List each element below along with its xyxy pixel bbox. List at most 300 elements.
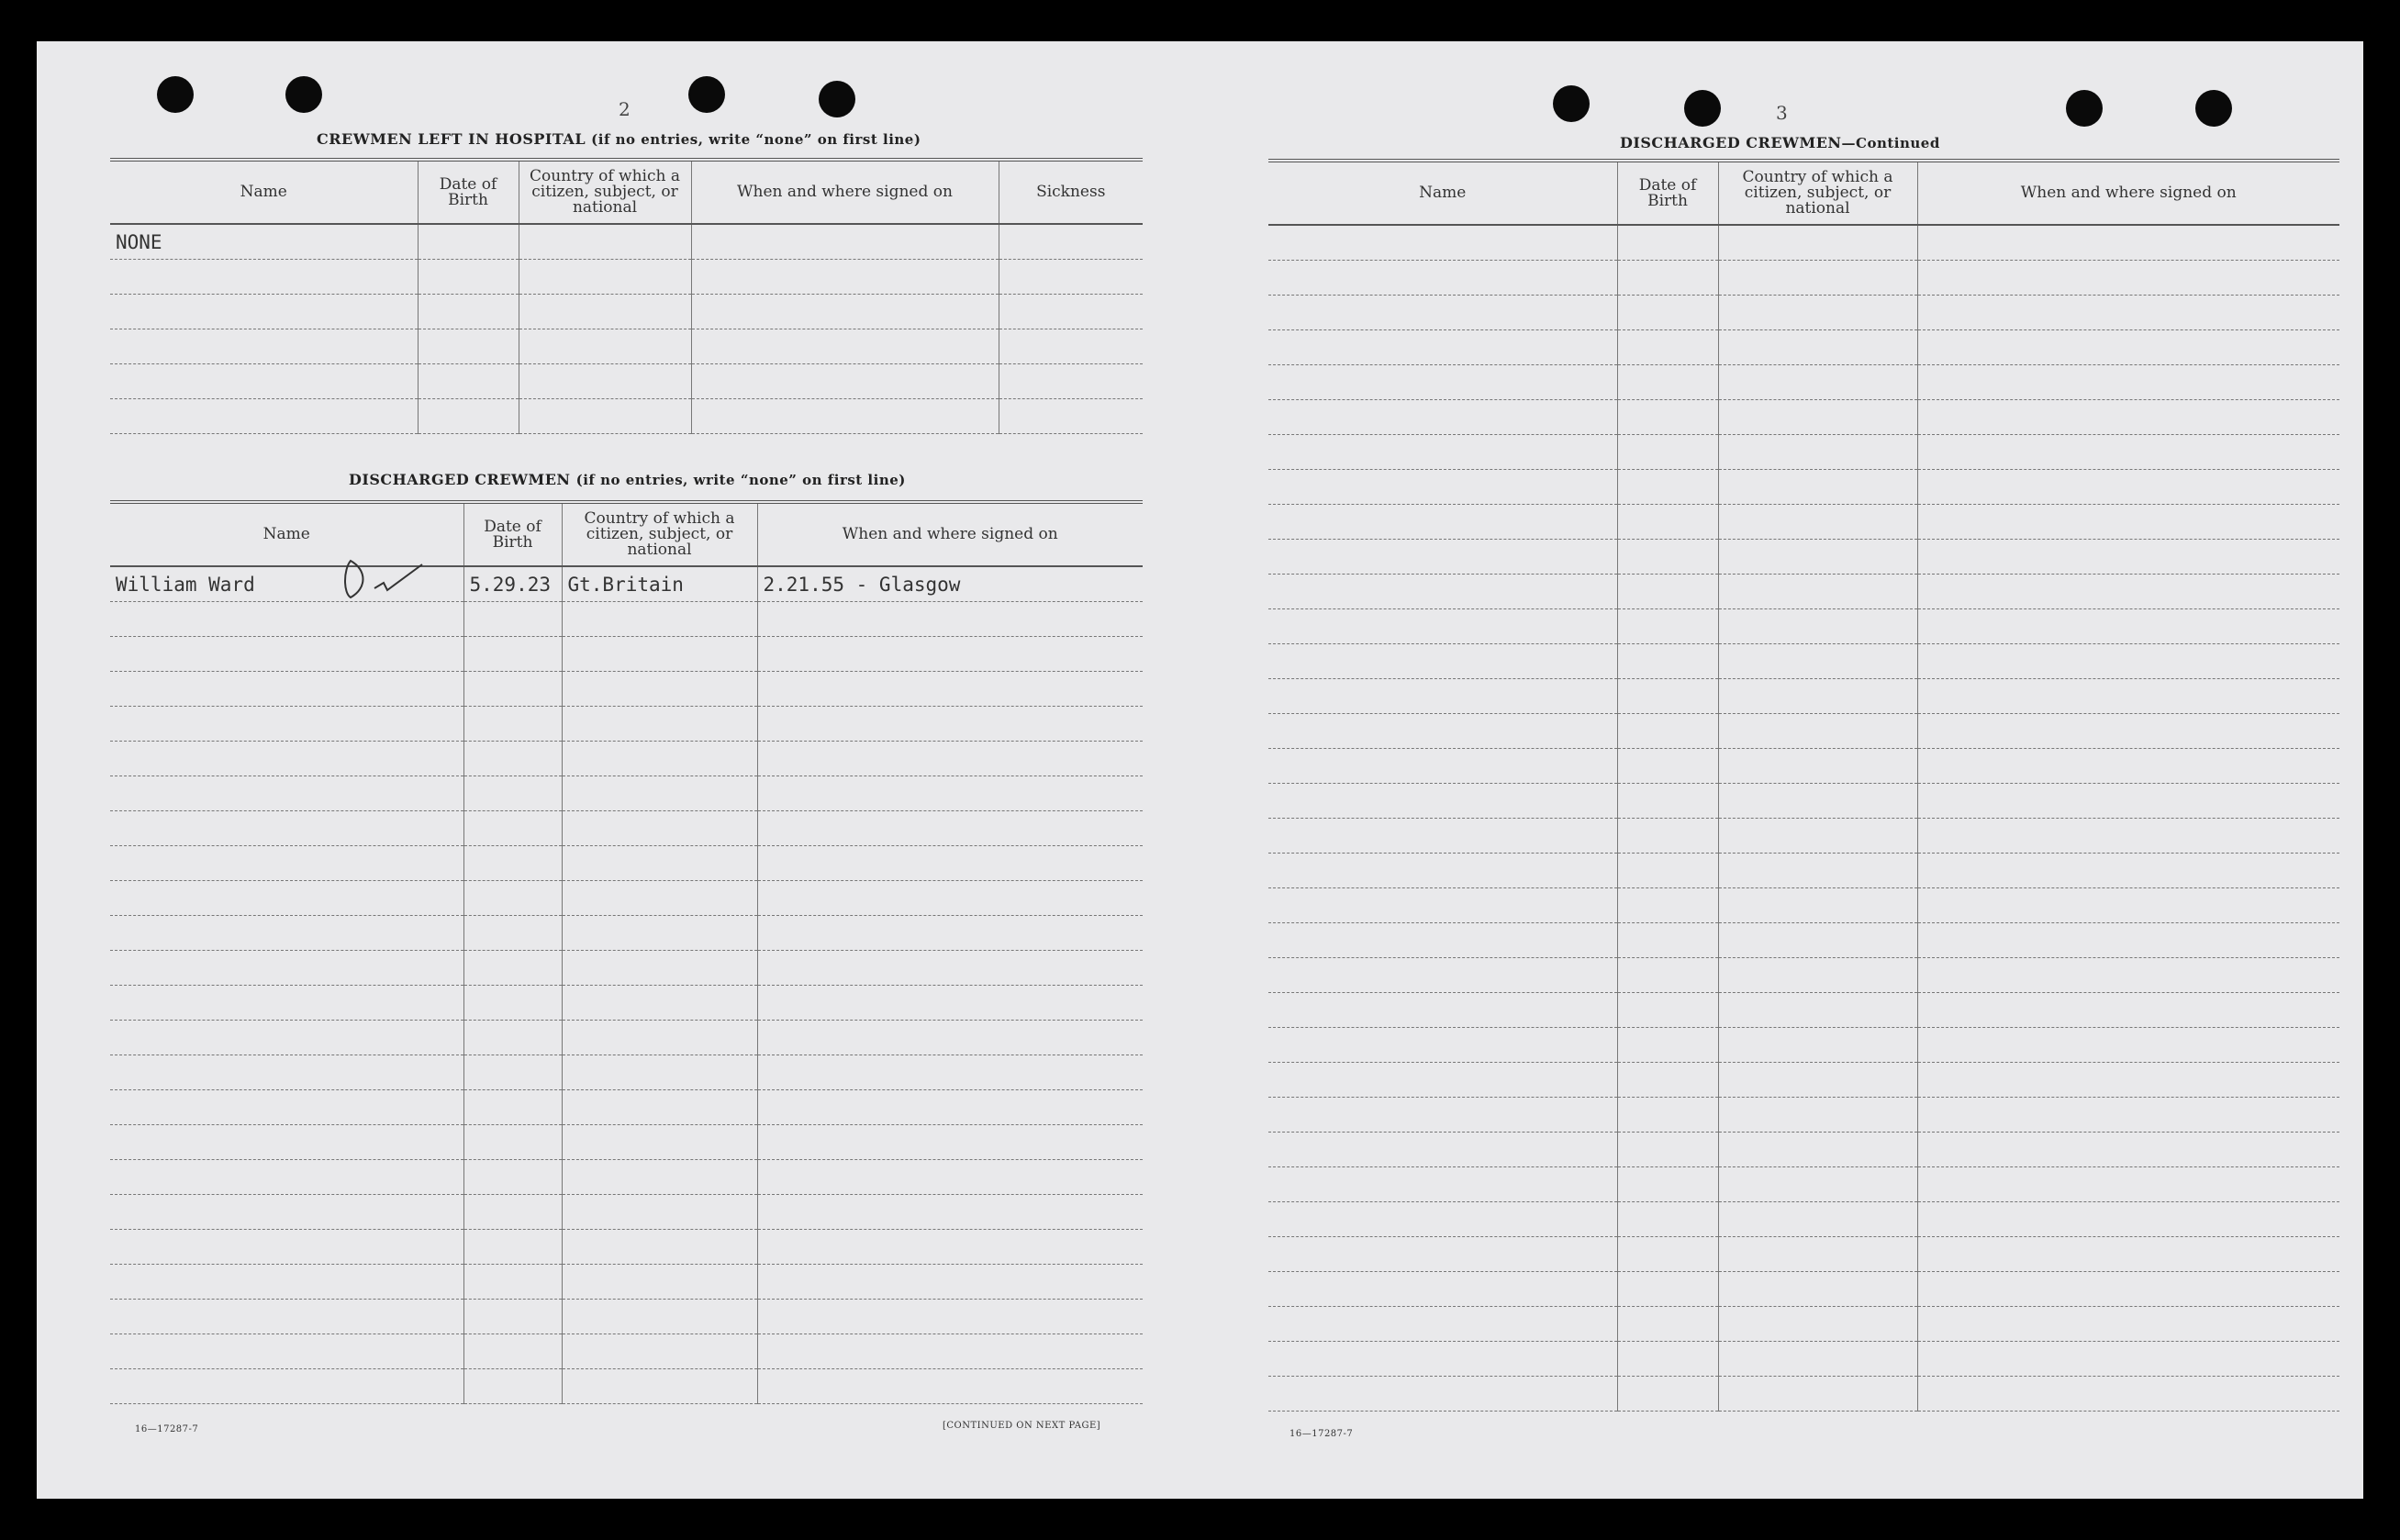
table-cell bbox=[110, 1125, 463, 1160]
table-cell bbox=[757, 1195, 1143, 1230]
table-cell bbox=[110, 672, 463, 707]
table-row bbox=[1268, 854, 2339, 888]
table-cell bbox=[1268, 784, 1617, 819]
table-row bbox=[110, 1369, 1143, 1404]
table-cell bbox=[1617, 1202, 1718, 1237]
table-cell bbox=[1718, 1063, 1917, 1098]
table-row bbox=[1268, 923, 2339, 958]
table-cell bbox=[418, 329, 519, 364]
table-cell: Gt.Britain bbox=[562, 566, 757, 602]
table-row bbox=[110, 986, 1143, 1021]
table-cell bbox=[691, 364, 999, 399]
table-cell bbox=[1617, 1342, 1718, 1377]
table-cell bbox=[1617, 435, 1718, 470]
hospital-title-text: CREWMEN LEFT IN HOSPITAL bbox=[317, 130, 586, 148]
table-row bbox=[110, 951, 1143, 986]
table-cell bbox=[1617, 575, 1718, 609]
column-header: Date of Birth bbox=[1617, 161, 1718, 225]
table-cell bbox=[1268, 1342, 1617, 1377]
table-cell bbox=[519, 260, 691, 295]
table-row bbox=[1268, 261, 2339, 296]
table-row bbox=[110, 707, 1143, 742]
continued-table bbox=[1268, 159, 2339, 1412]
table-cell bbox=[463, 951, 562, 986]
table-cell bbox=[1917, 854, 2339, 888]
discharged-header-row bbox=[110, 502, 1143, 566]
table-cell bbox=[110, 329, 418, 364]
table-cell bbox=[757, 951, 1143, 986]
table-cell bbox=[999, 295, 1143, 329]
table-cell bbox=[1617, 958, 1718, 993]
table-cell bbox=[110, 295, 418, 329]
table-cell bbox=[1718, 1098, 1917, 1133]
table-cell bbox=[1718, 225, 1917, 261]
table-cell bbox=[110, 602, 463, 637]
table-cell bbox=[1617, 679, 1718, 714]
column-header: Country of which a citizen, subject, or national bbox=[519, 160, 691, 224]
hospital-section-title bbox=[317, 130, 921, 148]
table-row bbox=[1268, 365, 2339, 400]
table-row bbox=[1268, 749, 2339, 784]
form-sheet bbox=[37, 41, 2363, 1499]
table-cell bbox=[1718, 1342, 1917, 1377]
table-cell bbox=[1617, 1133, 1718, 1167]
table-cell bbox=[110, 951, 463, 986]
continued-note: [CONTINUED ON NEXT PAGE] bbox=[943, 1421, 1101, 1431]
table-cell bbox=[1617, 714, 1718, 749]
table-cell bbox=[1718, 575, 1917, 609]
punch-hole bbox=[285, 76, 322, 113]
table-cell bbox=[110, 1195, 463, 1230]
table-cell bbox=[1718, 540, 1917, 575]
table-cell bbox=[562, 881, 757, 916]
table-row bbox=[1268, 575, 2339, 609]
punch-hole bbox=[2195, 90, 2232, 127]
table-cell bbox=[562, 1369, 757, 1404]
table-row bbox=[110, 329, 1143, 364]
continued-header-row bbox=[1268, 161, 2339, 225]
table-cell bbox=[1268, 1028, 1617, 1063]
punch-hole bbox=[2066, 90, 2103, 127]
table-row bbox=[110, 1160, 1143, 1195]
table-cell bbox=[562, 1265, 757, 1300]
table-cell bbox=[1917, 1098, 2339, 1133]
table-cell bbox=[1617, 1028, 1718, 1063]
table-cell bbox=[110, 916, 463, 951]
table-cell bbox=[1268, 261, 1617, 296]
table-cell bbox=[1917, 435, 2339, 470]
table-row bbox=[110, 1195, 1143, 1230]
table-cell bbox=[1718, 261, 1917, 296]
table-cell bbox=[562, 742, 757, 776]
table-cell bbox=[1617, 1098, 1718, 1133]
table-cell bbox=[418, 260, 519, 295]
table-row bbox=[110, 566, 1143, 602]
table-cell bbox=[1917, 575, 2339, 609]
table-cell bbox=[757, 1125, 1143, 1160]
table-cell bbox=[1268, 819, 1617, 854]
table-cell bbox=[1617, 365, 1718, 400]
table-row bbox=[1268, 1098, 2339, 1133]
table-cell bbox=[562, 986, 757, 1021]
table-cell bbox=[463, 986, 562, 1021]
table-row bbox=[110, 1021, 1143, 1055]
page-number: 2 bbox=[619, 98, 631, 120]
table-cell bbox=[562, 951, 757, 986]
table-cell bbox=[1718, 1167, 1917, 1202]
table-row bbox=[1268, 888, 2339, 923]
table-cell bbox=[1617, 609, 1718, 644]
table-cell bbox=[1718, 888, 1917, 923]
table-row bbox=[110, 846, 1143, 881]
punch-hole bbox=[157, 76, 194, 113]
table-cell bbox=[757, 916, 1143, 951]
table-cell bbox=[1268, 296, 1617, 330]
table-cell bbox=[1617, 644, 1718, 679]
table-row bbox=[110, 1300, 1143, 1334]
table-cell bbox=[110, 1265, 463, 1300]
column-header: Name bbox=[110, 160, 418, 224]
table-cell bbox=[1268, 1237, 1617, 1272]
table-cell: 2.21.55 - Glasgow bbox=[757, 566, 1143, 602]
table-row bbox=[1268, 784, 2339, 819]
table-cell bbox=[691, 329, 999, 364]
table-cell bbox=[1268, 888, 1617, 923]
table-cell bbox=[463, 1230, 562, 1265]
continued-table-body bbox=[1268, 225, 2339, 1412]
table-cell bbox=[562, 1160, 757, 1195]
table-cell bbox=[691, 224, 999, 260]
table-cell bbox=[110, 986, 463, 1021]
table-cell bbox=[1268, 679, 1617, 714]
table-cell bbox=[562, 1300, 757, 1334]
table-cell bbox=[757, 1300, 1143, 1334]
table-cell bbox=[110, 1230, 463, 1265]
table-cell bbox=[463, 1369, 562, 1404]
table-cell bbox=[1617, 261, 1718, 296]
table-cell bbox=[1268, 958, 1617, 993]
column-header: Name bbox=[1268, 161, 1617, 225]
discharged-instruction: (if no entries, write “none” on first line) bbox=[575, 472, 906, 488]
table-cell bbox=[463, 881, 562, 916]
table-row bbox=[1268, 1342, 2339, 1377]
table-cell bbox=[562, 1021, 757, 1055]
table-cell bbox=[1718, 470, 1917, 505]
table-cell bbox=[1917, 679, 2339, 714]
table-cell bbox=[1917, 1167, 2339, 1202]
column-header: Sickness bbox=[999, 160, 1143, 224]
table-cell bbox=[1268, 575, 1617, 609]
table-cell bbox=[1917, 470, 2339, 505]
table-cell bbox=[519, 329, 691, 364]
table-cell bbox=[1718, 330, 1917, 365]
table-row bbox=[110, 399, 1143, 434]
table-row bbox=[1268, 993, 2339, 1028]
table-cell bbox=[1617, 993, 1718, 1028]
table-cell bbox=[110, 1160, 463, 1195]
table-cell bbox=[1268, 1167, 1617, 1202]
punch-hole bbox=[1684, 90, 1721, 127]
table-cell bbox=[463, 672, 562, 707]
table-cell bbox=[562, 1334, 757, 1369]
table-cell bbox=[1617, 1063, 1718, 1098]
column-header: Date of Birth bbox=[463, 502, 562, 566]
table-row bbox=[110, 1125, 1143, 1160]
table-cell bbox=[1617, 1307, 1718, 1342]
form-number: 16—17287-7 bbox=[135, 1424, 199, 1434]
table-cell bbox=[463, 1021, 562, 1055]
table-cell bbox=[562, 1230, 757, 1265]
table-row bbox=[1268, 679, 2339, 714]
table-cell bbox=[110, 707, 463, 742]
table-cell bbox=[1917, 784, 2339, 819]
table-cell bbox=[757, 811, 1143, 846]
table-cell bbox=[1718, 854, 1917, 888]
table-row bbox=[1268, 225, 2339, 261]
hospital-table-body bbox=[110, 224, 1143, 434]
table-cell bbox=[110, 1090, 463, 1125]
table-cell bbox=[562, 846, 757, 881]
table-cell bbox=[1268, 1202, 1617, 1237]
table-cell bbox=[1268, 609, 1617, 644]
table-cell bbox=[1718, 400, 1917, 435]
table-row bbox=[110, 881, 1143, 916]
table-cell bbox=[1917, 1237, 2339, 1272]
hospital-instruction: (if no entries, write “none” on first line) bbox=[591, 131, 921, 148]
table-cell bbox=[1617, 1377, 1718, 1412]
table-cell bbox=[757, 986, 1143, 1021]
table-cell bbox=[757, 672, 1143, 707]
table-cell bbox=[110, 742, 463, 776]
table-cell bbox=[1617, 470, 1718, 505]
table-row bbox=[110, 1230, 1143, 1265]
table-cell bbox=[1917, 225, 2339, 261]
table-cell bbox=[1718, 1307, 1917, 1342]
discharged-table bbox=[110, 500, 1143, 1404]
table-cell bbox=[1718, 1272, 1917, 1307]
table-cell bbox=[463, 1055, 562, 1090]
table-cell bbox=[757, 776, 1143, 811]
table-row bbox=[1268, 1202, 2339, 1237]
table-cell bbox=[418, 295, 519, 329]
table-cell bbox=[1617, 1237, 1718, 1272]
table-row bbox=[110, 364, 1143, 399]
table-cell bbox=[463, 811, 562, 846]
table-row bbox=[1268, 714, 2339, 749]
table-cell bbox=[562, 776, 757, 811]
table-cell bbox=[562, 637, 757, 672]
table-cell bbox=[1718, 435, 1917, 470]
punch-hole bbox=[688, 76, 725, 113]
table-cell bbox=[1268, 1272, 1617, 1307]
table-cell bbox=[1268, 714, 1617, 749]
table-cell bbox=[1917, 888, 2339, 923]
table-cell bbox=[1917, 958, 2339, 993]
table-cell bbox=[463, 776, 562, 811]
table-cell bbox=[1718, 958, 1917, 993]
table-cell bbox=[562, 1090, 757, 1125]
table-cell bbox=[757, 1265, 1143, 1300]
table-cell bbox=[757, 707, 1143, 742]
continued-title-suffix: —Continued bbox=[1841, 135, 1940, 151]
table-cell bbox=[110, 846, 463, 881]
table-cell bbox=[1917, 1063, 2339, 1098]
table-cell bbox=[1718, 1377, 1917, 1412]
table-row bbox=[110, 1055, 1143, 1090]
table-cell bbox=[999, 224, 1143, 260]
table-row bbox=[110, 295, 1143, 329]
table-cell bbox=[1268, 644, 1617, 679]
table-cell bbox=[999, 364, 1143, 399]
table-cell bbox=[562, 602, 757, 637]
table-cell bbox=[1718, 819, 1917, 854]
table-row bbox=[1268, 296, 2339, 330]
handwritten-check-mark bbox=[330, 552, 431, 607]
column-header: Country of which a citizen, subject, or national bbox=[562, 502, 757, 566]
table-cell bbox=[1718, 296, 1917, 330]
discharged-table-body bbox=[110, 566, 1143, 1404]
table-row bbox=[1268, 1307, 2339, 1342]
table-cell bbox=[562, 1195, 757, 1230]
table-cell bbox=[1617, 923, 1718, 958]
table-cell bbox=[562, 1125, 757, 1160]
table-cell bbox=[1617, 749, 1718, 784]
table-cell bbox=[110, 260, 418, 295]
table-cell bbox=[1268, 435, 1617, 470]
table-cell bbox=[1718, 1202, 1917, 1237]
table-cell bbox=[1617, 330, 1718, 365]
table-cell bbox=[1268, 923, 1617, 958]
table-cell bbox=[757, 1090, 1143, 1125]
table-row bbox=[110, 811, 1143, 846]
table-row bbox=[110, 742, 1143, 776]
table-cell bbox=[691, 295, 999, 329]
table-cell bbox=[110, 399, 418, 434]
table-cell bbox=[1268, 1098, 1617, 1133]
discharged-section-title bbox=[349, 471, 906, 488]
table-cell bbox=[110, 881, 463, 916]
table-cell bbox=[1917, 296, 2339, 330]
table-cell bbox=[1718, 1237, 1917, 1272]
table-cell bbox=[463, 916, 562, 951]
table-cell bbox=[463, 1300, 562, 1334]
continued-section-title bbox=[1620, 134, 1940, 151]
table-cell bbox=[1718, 1028, 1917, 1063]
table-cell bbox=[999, 260, 1143, 295]
table-row bbox=[1268, 470, 2339, 505]
table-row bbox=[110, 637, 1143, 672]
table-cell bbox=[562, 811, 757, 846]
table-row bbox=[110, 1090, 1143, 1125]
table-cell bbox=[110, 776, 463, 811]
table-cell bbox=[1917, 714, 2339, 749]
table-cell bbox=[757, 1230, 1143, 1265]
table-cell bbox=[757, 881, 1143, 916]
table-cell bbox=[110, 811, 463, 846]
table-cell bbox=[1718, 1133, 1917, 1167]
table-row bbox=[1268, 1167, 2339, 1202]
table-cell bbox=[463, 1265, 562, 1300]
table-cell bbox=[463, 846, 562, 881]
table-cell bbox=[1917, 609, 2339, 644]
column-header: When and where signed on bbox=[1917, 161, 2339, 225]
table-cell: 5.29.23 bbox=[463, 566, 562, 602]
table-cell bbox=[757, 637, 1143, 672]
hospital-table bbox=[110, 158, 1143, 434]
table-cell bbox=[1718, 505, 1917, 540]
table-cell bbox=[691, 260, 999, 295]
table-cell bbox=[110, 364, 418, 399]
column-header: Name bbox=[110, 502, 463, 566]
table-cell bbox=[757, 1055, 1143, 1090]
table-cell bbox=[110, 637, 463, 672]
table-cell bbox=[1718, 993, 1917, 1028]
table-cell bbox=[463, 707, 562, 742]
column-header: When and where signed on bbox=[757, 502, 1143, 566]
table-cell bbox=[1718, 923, 1917, 958]
table-cell bbox=[1917, 1272, 2339, 1307]
table-cell bbox=[1617, 819, 1718, 854]
table-cell bbox=[1268, 1307, 1617, 1342]
table-cell bbox=[1617, 400, 1718, 435]
table-row bbox=[1268, 1272, 2339, 1307]
table-cell bbox=[1917, 330, 2339, 365]
punch-hole bbox=[1553, 85, 1590, 122]
table-cell bbox=[1617, 784, 1718, 819]
continued-title-text: DISCHARGED CREWMEN bbox=[1620, 134, 1842, 151]
table-cell bbox=[1917, 749, 2339, 784]
table-cell bbox=[691, 399, 999, 434]
table-cell bbox=[1268, 1063, 1617, 1098]
table-cell bbox=[519, 364, 691, 399]
table-cell bbox=[1268, 225, 1617, 261]
table-cell bbox=[1718, 679, 1917, 714]
table-cell bbox=[1617, 1272, 1718, 1307]
table-cell bbox=[999, 399, 1143, 434]
table-cell bbox=[1917, 540, 2339, 575]
column-header: Country of which a citizen, subject, or national bbox=[1718, 161, 1917, 225]
table-row bbox=[1268, 1237, 2339, 1272]
table-cell bbox=[1617, 854, 1718, 888]
table-cell bbox=[999, 329, 1143, 364]
table-cell bbox=[1917, 1342, 2339, 1377]
table-cell bbox=[1268, 330, 1617, 365]
table-row bbox=[1268, 505, 2339, 540]
table-row bbox=[110, 916, 1143, 951]
table-cell bbox=[463, 1195, 562, 1230]
table-cell bbox=[1917, 993, 2339, 1028]
table-row bbox=[1268, 609, 2339, 644]
column-header: Date of Birth bbox=[418, 160, 519, 224]
table-cell bbox=[1617, 1167, 1718, 1202]
table-cell bbox=[1917, 644, 2339, 679]
table-row bbox=[1268, 330, 2339, 365]
table-cell bbox=[757, 742, 1143, 776]
table-cell bbox=[1617, 888, 1718, 923]
table-row bbox=[1268, 1063, 2339, 1098]
table-row bbox=[1268, 1028, 2339, 1063]
table-cell bbox=[1718, 714, 1917, 749]
table-row bbox=[110, 224, 1143, 260]
table-cell bbox=[1718, 784, 1917, 819]
table-row bbox=[1268, 400, 2339, 435]
table-cell bbox=[1718, 749, 1917, 784]
table-cell bbox=[110, 1021, 463, 1055]
table-cell bbox=[463, 602, 562, 637]
table-cell bbox=[463, 1090, 562, 1125]
table-cell bbox=[562, 672, 757, 707]
table-cell bbox=[1268, 1377, 1617, 1412]
